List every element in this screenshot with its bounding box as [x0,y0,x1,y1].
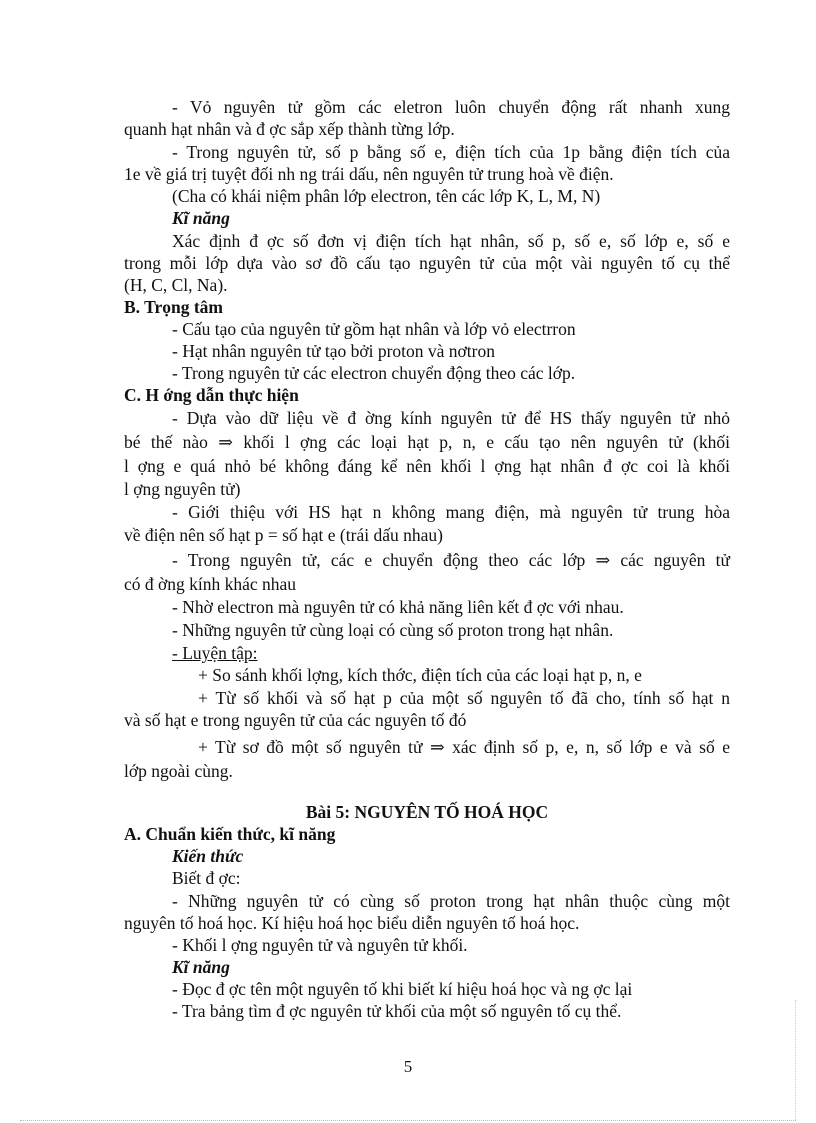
text-line: - Hạt nhân nguyên tử tạo bởi proton và nơtron [172,341,495,361]
page-border-line [795,1000,796,1120]
text-line: - Trong nguyên tử, các e chuyển động theo các lớp ⇒ các nguyên tử [172,550,730,570]
text-line: + So sánh khối lợng, kích thớc, điện tích của các loại hạt p, n, e [198,665,642,685]
text-line: - Luyện tập: [172,643,258,663]
text-line: - Vỏ nguyên tử gồm các eletron luôn chuyển động rất nhanh xung [172,97,730,117]
subheading: Kĩ năng [172,957,230,977]
text-line: (H, C, Cl, Na). [124,275,228,295]
text-line: - Cấu tạo của nguyên tử gồm hạt nhân và lớp vỏ electrron [172,319,576,339]
text-line: về điện nên số hạt p = số hạt e (trái dấu nhau) [124,525,443,545]
page-border-line [20,1120,796,1121]
text-line: - Những nguyên tử có cùng số proton trong hạt nhân thuộc cùng một [172,891,730,911]
text-line: + Từ số khối và số hạt p của một số nguyên tố đã cho, tính số hạt n [198,688,730,708]
page-number: 5 [403,1057,413,1076]
text-line: (Cha có khái niệm phân lớp electron, tên các lớp K, L, M, N) [172,186,601,206]
lesson-title: Bài 5: NGUYÊN TỐ HOÁ HỌC [305,802,549,822]
text-line: 1e về giá trị tuyệt đối nh ng trái dấu, nên nguyên tử trung hoà về điện. [124,164,614,184]
text-line: - Những nguyên tử cùng loại có cùng số proton trong hạt nhân. [172,620,614,640]
subheading: Kiến thức [172,846,244,866]
text-line: + Từ sơ đồ một số nguyên tử ⇒ xác định số p, e, n, số lớp e và số e [198,737,730,757]
text-line: l ợng nguyên tử) [124,479,241,499]
text-line: nguyên tố hoá học. Kí hiệu hoá học biểu diễn nguyên tố hoá học. [124,913,580,933]
text-line: - Dựa vào dữ liệu về đ ờng kính nguyên tử để HS thấy nguyên tử nhỏ [172,408,730,428]
text-line: - Tra bảng tìm đ ợc nguyên tử khối của một số nguyên tố cụ thể. [172,1001,622,1021]
text-line: Biết đ ợc: [172,868,241,888]
subheading: Kĩ năng [172,208,230,228]
text-line: l ợng e quá nhỏ bé không đáng kể nên khối l ợng hạt nhân đ ợc coi là khối [124,456,730,476]
text-line: bé thế nào ⇒ khối l ợng các loại hạt p, n, e cấu tạo nên nguyên tử (khối [124,432,730,452]
text-line: Xác định đ ợc số đơn vị điện tích hạt nhân, số p, số e, số lớp e, số e [172,231,730,251]
text-line: - Đọc đ ợc tên một nguyên tố khi biết kí hiệu hoá học và ng ợc lại [172,979,633,999]
text-line: có đ ờng kính khác nhau [124,574,297,594]
text-line: - Nhờ electron mà nguyên tử có khả năng liên kết đ ợc với nhau. [172,597,624,617]
section-heading: B. Trọng tâm [124,297,224,317]
text-line: lớp ngoài cùng. [124,761,233,781]
text-line: - Giới thiệu với HS hạt n không mang điện, mà nguyên tử trung hòa [172,502,730,522]
text-line: quanh hạt nhân và đ ợc sắp xếp thành từng lớp. [124,119,455,139]
section-heading: C. H ớng dẫn thực hiện [124,385,299,405]
section-heading: A. Chuẩn kiến thức, kĩ năng [124,824,336,844]
text-line: - Trong nguyên tử, số p bằng số e, điện tích của 1p bằng điện tích của [172,142,730,162]
text-line: - Trong nguyên tử các electron chuyển động theo các lớp. [172,363,576,383]
text-line: - Khối l ợng nguyên tử và nguyên tử khối. [172,935,468,955]
text-line: trong mỗi lớp dựa vào sơ đồ cấu tạo nguyên tử của một vài nguyên tố cụ thể [124,253,730,273]
text-line: và số hạt e trong nguyên tử của các nguyên tố đó [124,710,467,730]
